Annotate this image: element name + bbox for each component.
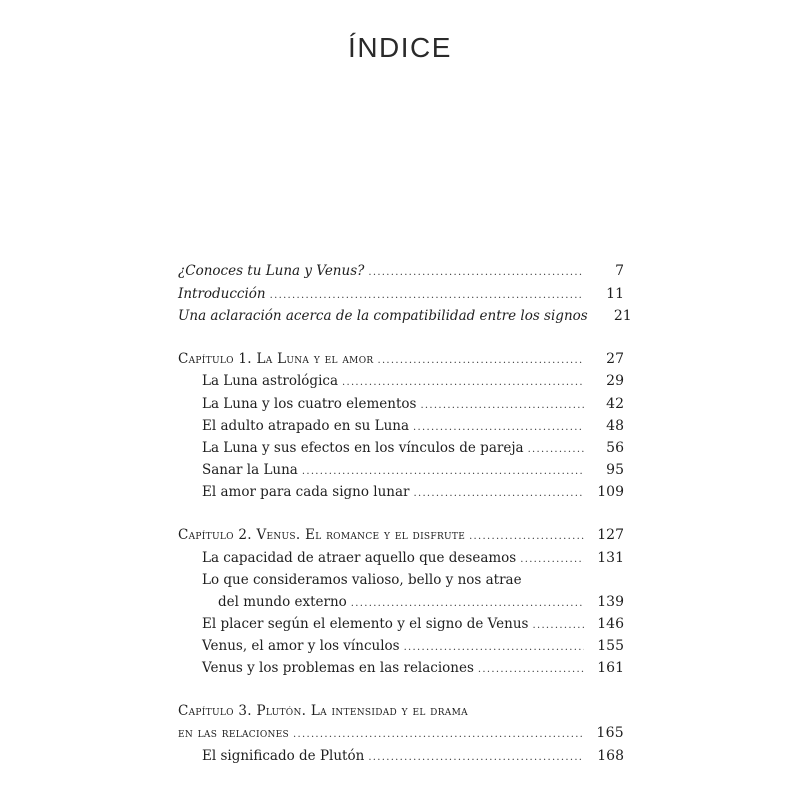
toc-chapter-3[interactable]: Capítulo 3. Plutón. La intensidad y el drama — [178, 703, 468, 719]
toc-entry-label: Venus y los problemas en las relaciones — [202, 660, 474, 676]
toc-entry-label: El significado de Plutón — [202, 748, 365, 764]
toc-entry-label: El placer según el elemento y el signo de Venus — [202, 616, 529, 632]
dot-leader — [270, 286, 584, 306]
toc-entry-conoces[interactable] — [178, 261, 624, 283]
dot-leader — [413, 484, 584, 504]
toc-page-number: 165 — [596, 725, 624, 741]
toc-page-number: 7 — [615, 263, 624, 279]
toc-page-number: 42 — [606, 396, 624, 412]
dot-leader — [478, 660, 584, 680]
toc-entry[interactable] — [202, 746, 624, 768]
dot-leader — [368, 263, 584, 283]
toc-entry[interactable] — [202, 658, 624, 680]
toc-entry-introduccion[interactable] — [178, 284, 624, 306]
dot-leader — [404, 638, 584, 658]
toc-entry-label: Sanar la Luna — [202, 462, 298, 478]
toc-page-number: 56 — [606, 440, 624, 456]
toc-page-number: 168 — [597, 748, 624, 764]
toc-entry-label: La Luna y los cuatro elementos — [202, 396, 417, 412]
toc-chapter-label: Capítulo 1. La Luna y el amor — [178, 351, 374, 367]
toc-page-number: 109 — [597, 484, 624, 500]
page-title: ÍNDICE — [348, 32, 452, 63]
toc-page-number: 95 — [606, 462, 624, 478]
dot-leader — [342, 373, 584, 393]
toc-entry[interactable] — [202, 460, 624, 482]
toc-entry-label: ¿Conoces tu Luna y Venus? — [178, 263, 365, 279]
toc-page-number: 161 — [597, 660, 624, 676]
toc-entry-label: del mundo externo — [218, 594, 347, 610]
toc-page-number: 127 — [597, 527, 624, 543]
dot-leader — [377, 351, 584, 371]
toc-page-number: 146 — [597, 616, 624, 632]
toc-page-number: 48 — [606, 418, 624, 434]
dot-leader — [520, 550, 584, 570]
toc-entry-label: La capacidad de atraer aquello que deseamos — [202, 550, 517, 566]
toc-chapter-label: Capítulo 2. Venus. El romance y el disfrute — [178, 527, 466, 543]
toc-entry[interactable] — [202, 371, 624, 393]
toc-entry[interactable] — [202, 394, 624, 416]
toc-entry-label: La Luna y sus efectos en los vínculos de pareja — [202, 440, 524, 456]
toc-entry[interactable] — [202, 482, 624, 504]
toc-entry-label: Introducción — [178, 286, 266, 302]
dot-leader — [351, 594, 584, 614]
dot-leader — [302, 462, 584, 482]
toc-page-number: 131 — [597, 550, 624, 566]
dot-leader — [413, 418, 584, 438]
toc-page-number: 27 — [606, 351, 624, 367]
dot-leader — [368, 748, 584, 768]
toc-entry-label: La Luna astrológica — [202, 373, 338, 389]
toc-entry-label: Una aclaración acerca de la compatibilidad entre los signos — [178, 308, 588, 324]
toc-entry[interactable] — [202, 636, 624, 658]
toc-entry-continuation[interactable] — [218, 592, 624, 614]
dot-leader — [293, 725, 584, 745]
toc-chapter-label: en las relaciones — [178, 725, 290, 741]
toc-entry-label: El amor para cada signo lunar — [202, 484, 410, 500]
toc-entry-label: Venus, el amor y los vínculos — [202, 638, 400, 654]
dot-leader — [469, 527, 584, 547]
toc-entry-label: El adulto atrapado en su Luna — [202, 418, 410, 434]
toc-page-number: 29 — [606, 373, 624, 389]
dot-leader — [533, 616, 585, 636]
toc-chapter-1[interactable] — [178, 349, 624, 371]
toc-chapter-3-continuation[interactable] — [178, 723, 624, 745]
toc-page-number: 21 — [613, 308, 632, 324]
dot-leader — [528, 440, 584, 460]
toc-page-number: 155 — [597, 638, 624, 654]
toc-page-number: 139 — [597, 594, 624, 610]
toc-entry[interactable] — [202, 614, 624, 636]
toc-page-number: 11 — [606, 286, 624, 302]
toc-entry-aclaracion[interactable] — [178, 306, 632, 328]
toc-entry[interactable] — [202, 416, 624, 438]
toc-entry[interactable] — [202, 548, 624, 570]
toc-entry-label[interactable]: Lo que consideramos valioso, bello y nos atrae — [202, 572, 522, 588]
toc-entry[interactable] — [202, 438, 624, 460]
toc-chapter-2[interactable] — [178, 525, 624, 547]
dot-leader — [420, 396, 584, 416]
